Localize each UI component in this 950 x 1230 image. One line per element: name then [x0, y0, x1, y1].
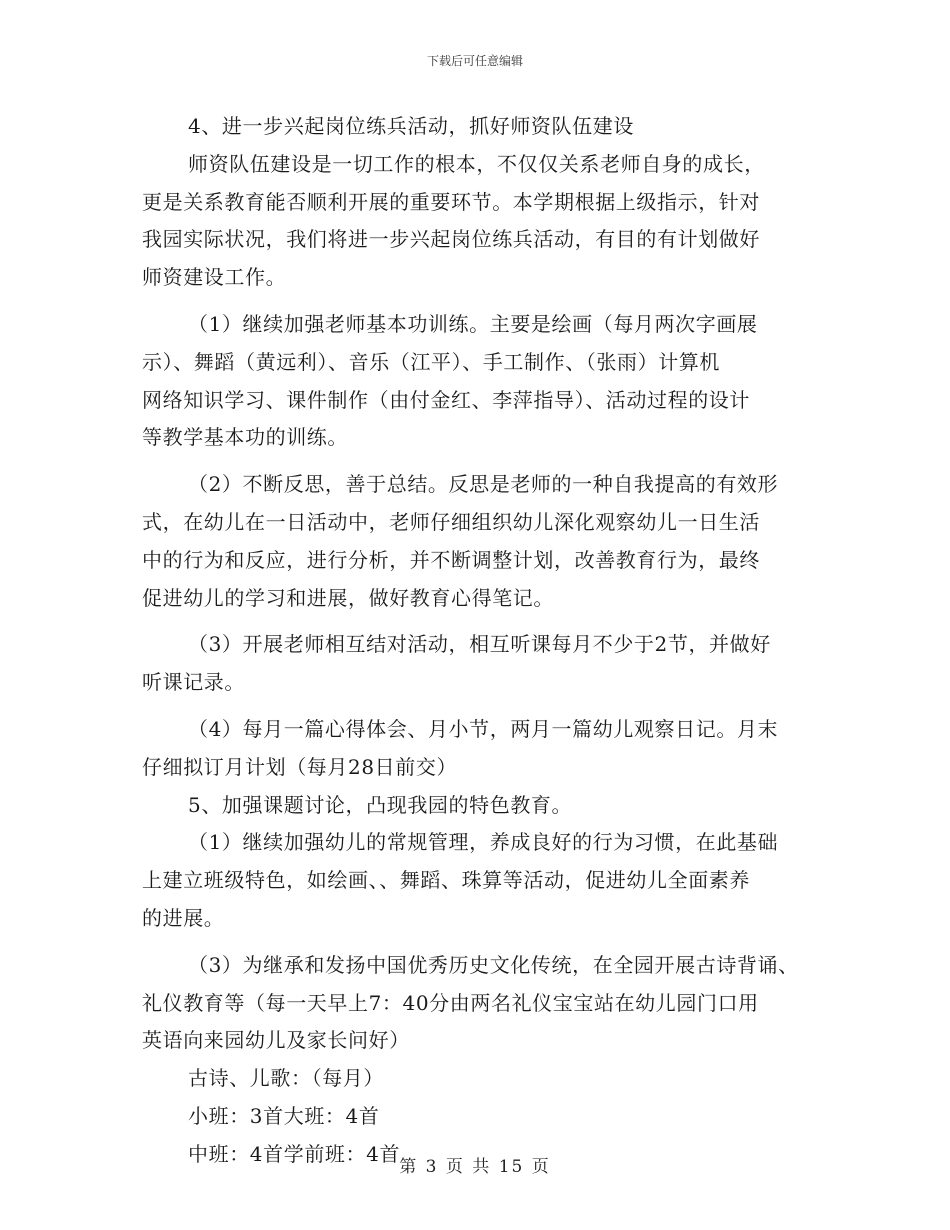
paragraph-line: 师资建设工作。: [142, 265, 287, 290]
list-item-3: （3）开展老师相互结对活动，相互听课每月不少于2节，并做好: [188, 632, 771, 657]
list-item-5-1: （1）继续加强幼儿的常规管理，养成良好的行为习惯，在此基础: [188, 830, 779, 855]
list-item-4: （4）每月一篇心得体会、月小节，两月一篇幼儿观察日记。月末: [188, 716, 779, 741]
paragraph-gap: [142, 297, 820, 306]
paragraph-line: 等教学基本功的训练。: [142, 425, 348, 450]
page-header: 下载后可任意编辑: [426, 54, 523, 68]
paragraph-line: 更是关系教育能否顺利开展的重要环节。本学期根据上级指示，针对: [142, 189, 760, 214]
paragraph-gap: [142, 702, 820, 711]
paragraph-line: 式，在幼儿在一日活动中，老师仔细组织幼儿深化观察幼儿一日生活: [142, 509, 760, 534]
heading-section-5: 5、加强课题讨论，凸现我园的特色教育。: [188, 792, 573, 817]
paragraph-line: 礼仪教育等（每一天早上7：40分由两名礼仪宝宝站在幼儿园门口用: [142, 990, 759, 1015]
paragraph-line: 我园实际状况，我们将进一步兴起岗位练兵活动，有目的有计划做好: [142, 227, 760, 252]
list-item-2: （2）不断反思，善于总结。反思是老师的一种自我提高的有效形: [188, 472, 779, 497]
paragraph-line: 听课记录。: [142, 670, 245, 695]
paragraph-gap: [142, 938, 820, 947]
paragraph-line: 中的行为和反应，进行分析，并不断调整计划，改善教育行为，最终: [142, 547, 760, 572]
paragraph-gap: [142, 617, 820, 626]
paragraph-line: 示）、舞蹈（黄远利）、音乐（江平）、手工制作、（张雨）计算机: [142, 349, 720, 374]
paragraph-line: 上建立班级特色，如绘画、、舞蹈、珠算等活动，促进幼儿全面素养: [142, 868, 750, 893]
heading-section-4: 4、进一步兴起岗位练兵活动，抓好师资队伍建设: [188, 114, 634, 138]
poem-heading: 古诗、儿歌：（每月）: [188, 1066, 384, 1091]
poem-count-small-big: 小班：3首大班：4首: [188, 1103, 380, 1128]
paragraph-line: 师资队伍建设是一切工作的根本，不仅仅关系老师自身的成长，: [188, 151, 765, 176]
paragraph-line: 促进幼儿的学习和进展，做好教育心得笔记。: [142, 585, 554, 610]
list-item-1: （1）继续加强老师基本功训练。主要是绘画（每月两次字画展: [188, 311, 758, 336]
list-item-5-3: （3）为继承和发扬中国优秀历史文化传统，在全园开展古诗背诵、: [188, 952, 799, 977]
document-body: [142, 108, 820, 1174]
paragraph-line: 的进展。: [142, 905, 225, 930]
paragraph-line: 仔细拟订月计划（每月28日前交）: [142, 754, 458, 779]
paragraph-line: 网络知识学习、课件制作（由付金红、李萍指导）、活动过程的设计: [142, 387, 750, 412]
paragraph-line: 英语向来园幼儿及家长问好）: [142, 1028, 410, 1053]
poem-count-middle-preschool: 中班：4首学前班：4首: [188, 1141, 401, 1166]
paragraph-gap: [142, 457, 820, 466]
page-footer: 第 3 页 共 15 页: [399, 1157, 551, 1177]
